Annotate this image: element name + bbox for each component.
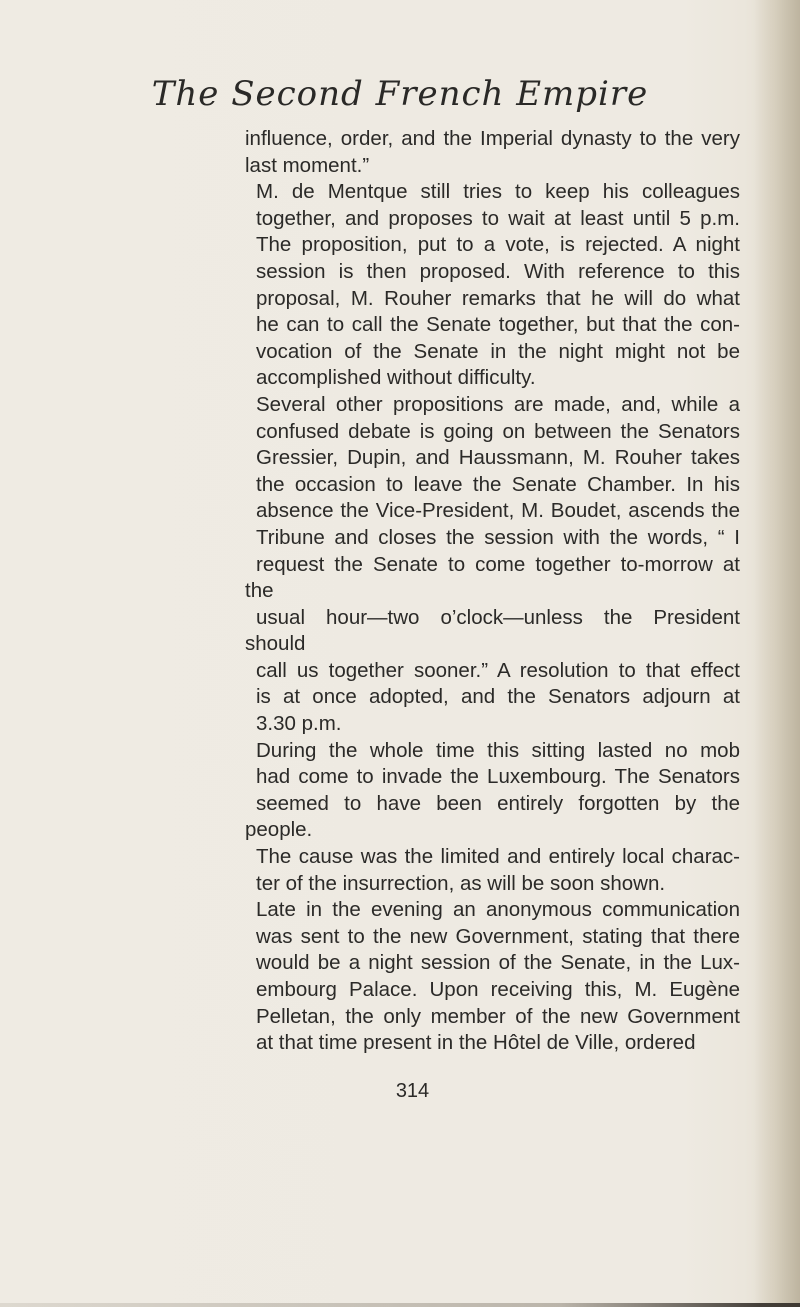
text-line: seemed to have been entirely forgotten by the people. (245, 791, 740, 842)
text-line: Tribune and closes the session with the words, “ I (256, 525, 740, 549)
text-line: was sent to the new Government, stating that there (256, 924, 740, 948)
text-line: he can to call the Senate together, but that the con- (256, 313, 740, 337)
text-line: The proposition, put to a vote, is rejected. A night (256, 233, 740, 257)
text-line: During the whole time this sitting lasted no mob (256, 738, 740, 762)
paragraph (245, 897, 740, 1057)
text-line: confused debate is going on between the Senators (256, 419, 740, 443)
text-line: had come to invade the Luxembourg. The Senators (256, 765, 740, 789)
body-text (245, 126, 740, 1057)
text-line: ter of the insurrection, as will be soon shown. (256, 871, 666, 895)
text-line: together, and proposes to wait at least until 5 p.m. (256, 206, 740, 230)
text-line: Late in the evening an anonymous communication (256, 898, 740, 922)
text-line: call us together sooner.” A resolution to that effect (256, 658, 740, 682)
text-line: Gressier, Dupin, and Haussmann, M. Rouher takes (256, 446, 740, 470)
text-line: M. de Mentque still tries to keep his colleagues (256, 180, 740, 204)
text-line: vocation of the Senate in the night might not be (256, 339, 740, 363)
text-line: The cause was the limited and entirely local charac- (256, 845, 740, 869)
text-line: session is then proposed. With reference to this (256, 259, 740, 283)
text-line: 3.30 p.m. (256, 712, 342, 736)
text-line: Several other propositions are made, and, while a (256, 392, 740, 416)
paragraph (245, 392, 740, 738)
text-line: proposal, M. Rouher remarks that he will do what (256, 286, 740, 310)
page-bottom-edge (0, 1303, 800, 1307)
page-number: 314 (395, 1080, 430, 1102)
running-head: The Second French Empire (151, 74, 649, 114)
paragraph (245, 738, 740, 898)
text-line: is at once adopted, and the Senators adjourn at (256, 685, 740, 709)
text-line: embourg Palace. Upon receiving this, M. Eugène (256, 978, 740, 1001)
text-line: last moment.” (245, 153, 370, 177)
text-line: absence the Vice-President, M. Boudet, ascends the (256, 499, 740, 523)
text-line: accomplished without difficulty. (256, 366, 536, 390)
text-line: at that time present in the Hôtel de Ville, ordered (256, 1031, 696, 1055)
text-line: would be a night session of the Senate, in the Lux- (256, 951, 740, 975)
text-line: request the Senate to come together to-morrow at the (245, 552, 740, 603)
text-line: influence, order, and the Imperial dynasty to the very (245, 127, 740, 150)
page-edge-shadow (754, 0, 800, 1307)
paragraph (245, 179, 740, 392)
text-line: usual hour—two o’clock—unless the President should (245, 605, 740, 656)
text-line: the occasion to leave the Senate Chamber. In his (256, 472, 740, 496)
paragraph (245, 126, 740, 179)
text-line: Pelletan, the only member of the new Government (256, 1004, 740, 1028)
